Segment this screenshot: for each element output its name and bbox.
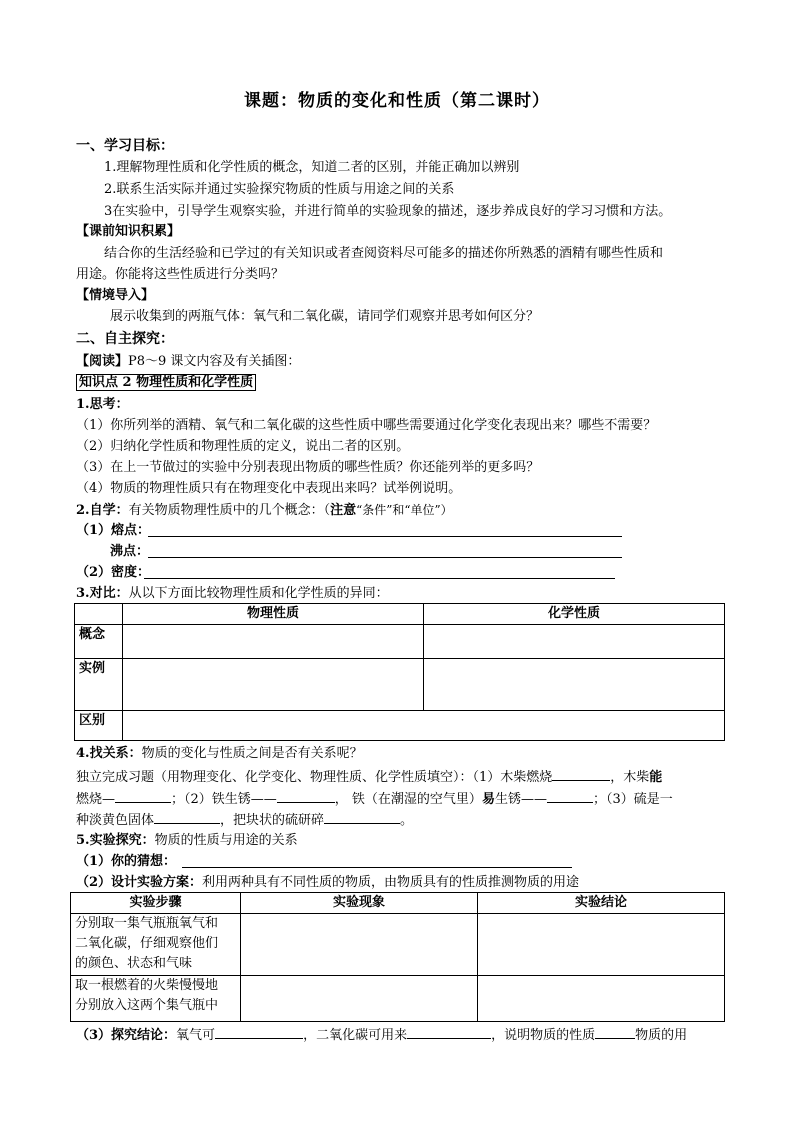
think-item-1: （1）你所列举的酒精、氧气和二氧化碳的这些性质中哪些需要通过化学变化表现出来？哪些不需要？ bbox=[76, 418, 657, 433]
experiment-label: 5.实验探究： bbox=[76, 833, 155, 848]
intro-heading: 【情境导入】 bbox=[76, 288, 155, 303]
experiment-row-2 bbox=[71, 976, 725, 1022]
objective-3: 3在实验中，引导学生观察实验，并进行简单的实验现象的描述，逐步养成良好的学习习惯和方法。 bbox=[104, 204, 672, 219]
objective-2: 2.联系生活实际并通过实验探究物质的性质与用途之间的关系 bbox=[104, 182, 455, 197]
step-text: 取一根燃着的火柴慢慢地 bbox=[75, 978, 219, 993]
compare-cell[interactable] bbox=[123, 711, 725, 741]
self-study-label: 2.自学： bbox=[76, 503, 129, 518]
guess-blank[interactable] bbox=[182, 867, 572, 868]
design-text: 利用两种具有不同性质的物质，由物质具有的性质推测物质的用途 bbox=[202, 875, 580, 890]
experiment-line bbox=[76, 831, 298, 851]
compare-header-chemical: 化学性质 bbox=[424, 604, 725, 625]
answer-blank[interactable] bbox=[115, 788, 171, 803]
relation-text-part: 生锈—— bbox=[494, 792, 547, 807]
reading-line bbox=[76, 352, 300, 372]
compare-line bbox=[76, 584, 389, 604]
prior-text-line-2: 用途。你能将这些性质进行分类吗？ bbox=[76, 267, 285, 282]
experiment-row-1 bbox=[71, 914, 725, 976]
step-text: 二氧化碳，仔细观察他们 bbox=[75, 936, 219, 951]
section-1-heading: 一、学习目标： bbox=[76, 138, 174, 154]
compare-row-label: 区别 bbox=[75, 711, 123, 741]
relation-text-part: 。 bbox=[400, 813, 414, 828]
experiment-conclusion-cell[interactable] bbox=[478, 976, 725, 1022]
boiling-point-label: 沸点： bbox=[110, 544, 150, 559]
compare-label: 3.对比： bbox=[76, 586, 129, 601]
relation-exercise-line-3 bbox=[76, 809, 413, 831]
relation-text-part: ，木柴 bbox=[610, 770, 650, 785]
experiment-step-cell bbox=[71, 976, 241, 1022]
think-heading: 1.思考： bbox=[76, 397, 129, 412]
experiment-conclusion-cell[interactable] bbox=[478, 914, 725, 976]
reading-text: P8～9 课文内容及有关插图： bbox=[128, 354, 301, 369]
think-item-2: （2）归纳化学性质和物理性质的定义，说出二者的区别。 bbox=[76, 439, 410, 454]
answer-blank[interactable] bbox=[154, 809, 220, 824]
intro-text: 展示收集到的两瓶气体：氧气和二氧化碳，请同学们观察并思考如何区分？ bbox=[110, 309, 540, 324]
compare-cell[interactable] bbox=[424, 625, 725, 659]
answer-blank[interactable] bbox=[552, 766, 610, 781]
experiment-header-steps: 实验步骤 bbox=[71, 893, 241, 914]
compare-row-concept bbox=[75, 625, 725, 659]
experiment-phenomena-cell[interactable] bbox=[241, 976, 478, 1022]
step-text: 的颜色、状态和气味 bbox=[75, 956, 193, 971]
experiment-text: 物质的性质与用途的关系 bbox=[154, 833, 298, 848]
answer-blank[interactable] bbox=[407, 1024, 491, 1039]
think-item-4: （4）物质的物理性质只有在物理变化中表现出来吗？试举例说明。 bbox=[76, 481, 462, 496]
relation-text-part: 燃烧— bbox=[76, 792, 116, 807]
compare-row-example bbox=[75, 659, 725, 711]
compare-cell[interactable] bbox=[123, 625, 424, 659]
conclusion-text-part: ，说明物质的性质 bbox=[491, 1028, 596, 1043]
section-2-heading: 二、自主探究： bbox=[76, 331, 174, 347]
conclusion-text-part: ，二氧化碳可用来 bbox=[303, 1028, 408, 1043]
compare-table-header bbox=[75, 604, 725, 625]
reading-label: 【阅读】 bbox=[76, 354, 129, 369]
relation-text-part: ，把块状的硫研碎 bbox=[220, 813, 325, 828]
step-text: 分别放入这两个集气瓶中 bbox=[75, 998, 219, 1013]
compare-table bbox=[74, 603, 725, 741]
relation-label: 4.找关系： bbox=[76, 746, 142, 761]
relation-exercise-line-1 bbox=[76, 766, 662, 788]
experiment-header-conclusion: 实验结论 bbox=[478, 893, 725, 914]
answer-blank[interactable] bbox=[547, 788, 593, 803]
design-label: （2）设计实验方案： bbox=[76, 875, 203, 890]
compare-header-blank bbox=[75, 604, 123, 625]
boiling-point-blank[interactable] bbox=[148, 557, 622, 558]
compare-row-label: 实例 bbox=[75, 659, 123, 711]
prior-text-line-1: 结合你的生活经验和已学过的有关知识或者查阅资料尽可能多的描述你所熟悉的酒精有哪些性质和 bbox=[104, 246, 664, 261]
density-label: （2）密度： bbox=[76, 565, 151, 580]
density-blank[interactable] bbox=[144, 578, 615, 579]
answer-blank[interactable] bbox=[277, 788, 335, 803]
answer-blank[interactable] bbox=[595, 1024, 635, 1039]
prior-heading: 【课前知识积累】 bbox=[76, 224, 181, 239]
answer-blank[interactable] bbox=[324, 809, 400, 824]
objective-1: 1.理解物理性质和化学性质的概念，知道二者的区别，并能正确加以辨别 bbox=[104, 160, 520, 175]
conclusion-label: （3）探究结论： bbox=[76, 1028, 177, 1043]
experiment-phenomena-cell[interactable] bbox=[241, 914, 478, 976]
self-study-note-label: 注意 bbox=[330, 503, 357, 518]
compare-row-label: 概念 bbox=[75, 625, 123, 659]
experiment-table-header bbox=[71, 893, 725, 914]
relation-text-part: 独立完成习题（用物理变化、化学变化、物理性质、化学性质填空）：（1）木柴燃烧 bbox=[76, 770, 553, 785]
conclusion-text-part: 物质的用 bbox=[635, 1028, 688, 1043]
compare-text: 从以下方面比较物理性质和化学性质的异同： bbox=[128, 586, 389, 601]
relation-text-part: 种淡黄色固体 bbox=[76, 813, 155, 828]
relation-emphasis: 能 bbox=[649, 770, 663, 785]
relation-exercise-line-2 bbox=[76, 788, 673, 810]
compare-cell[interactable] bbox=[424, 659, 725, 711]
relation-text-part: ；（2）铁生锈—— bbox=[171, 792, 277, 807]
compare-header-physical: 物理性质 bbox=[123, 604, 424, 625]
melting-point-label: （1）熔点： bbox=[76, 523, 151, 538]
experiment-header-phenomena: 实验现象 bbox=[241, 893, 478, 914]
self-study-text: 有关物质物理性质中的几个概念：（ bbox=[128, 503, 331, 518]
design-line bbox=[76, 873, 579, 893]
relation-emphasis: 易 bbox=[481, 792, 495, 807]
guess-label: （1）你的猜想： bbox=[76, 854, 177, 869]
conclusion-text-part: 氧气可 bbox=[176, 1028, 216, 1043]
page-title: 课题：物质的变化和性质（第二课时） bbox=[244, 91, 550, 111]
relation-text: 物质的变化与性质之间是否有关系呢？ bbox=[141, 746, 363, 761]
knowledge-point-line bbox=[76, 373, 256, 393]
think-item-3: （3）在上一节做过的实验中分别表现出物质的哪些性质？你还能列举的更多吗？ bbox=[76, 460, 540, 475]
compare-cell[interactable] bbox=[123, 659, 424, 711]
relation-text-part: ， 铁（在潮湿的空气里） bbox=[334, 792, 482, 807]
step-text: 分别取一集气瓶瓶氧气和 bbox=[75, 916, 219, 931]
melting-point-blank[interactable] bbox=[148, 536, 622, 537]
conclusion-line bbox=[76, 1024, 687, 1046]
relation-text-part: ；（3）硫是一 bbox=[592, 792, 673, 807]
self-study-line bbox=[76, 500, 453, 521]
self-study-note-text: “条件”和“单位”） bbox=[356, 503, 453, 517]
experiment-table bbox=[70, 892, 725, 1022]
knowledge-point-label: 知识点 2 物理性质和化学性质 bbox=[76, 374, 256, 391]
answer-blank[interactable] bbox=[215, 1024, 303, 1039]
relation-line bbox=[76, 744, 363, 764]
experiment-step-cell bbox=[71, 914, 241, 976]
compare-row-difference bbox=[75, 711, 725, 741]
